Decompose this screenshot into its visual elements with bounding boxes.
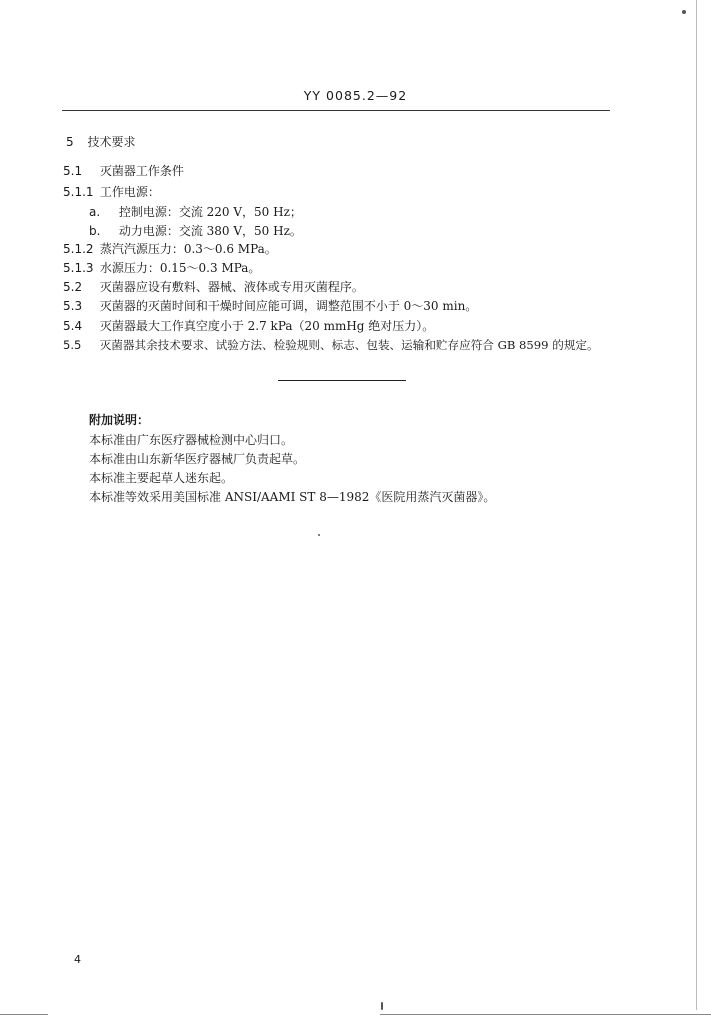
- section-5-3: [63, 298, 477, 314]
- notes-line: 本标准由山东新华医疗器械厂负责起草。: [89, 452, 306, 466]
- section-text: 灭菌器其余技术要求、试验方法、检验规则、标志、包装、运输和贮存应符合 GB 8599 的规定。: [99, 338, 599, 352]
- item-a: [89, 204, 302, 220]
- section-number: 5.3: [63, 299, 83, 313]
- section-text: 灭菌器最大工作真空度小于 2.7 kPa（20 mmHg 绝对压力）。: [99, 319, 435, 333]
- scan-edge-bottom-left: [0, 1014, 48, 1015]
- section-text: 水源压力：0.15～0.3 MPa。: [99, 261, 261, 275]
- item-label: a.: [89, 205, 101, 219]
- section-5-1-3: [63, 260, 260, 276]
- notes-line: 本标准由广东医疗器械检测中心归口。: [89, 433, 294, 447]
- section-number: 5.1.1: [63, 185, 94, 199]
- section-text: 灭菌器的灭菌时间和干燥时间应能可调，调整范围不小于 0～30 min。: [99, 299, 478, 313]
- item-text: 控制电源：交流 220 V，50 Hz；: [118, 205, 302, 219]
- section-5-5: [63, 337, 599, 353]
- section-text: 技术要求: [87, 135, 136, 149]
- section-5-4: [63, 318, 434, 334]
- header-rule: [62, 110, 610, 111]
- standard-code-header: YY 0085.2—92: [303, 88, 408, 103]
- section-number: 5.1: [63, 164, 83, 178]
- notes-line: 本标准等效采用美国标准 ANSI/AAMI ST 8—1982《医院用蒸汽灭菌器》。: [89, 490, 496, 504]
- section-number: 5: [66, 135, 74, 149]
- scan-speck: [682, 10, 686, 14]
- section-5: [66, 134, 135, 150]
- end-of-text-rule: [278, 380, 406, 381]
- item-text: 动力电源：交流 380 V，50 Hz。: [118, 224, 302, 238]
- section-text: 灭菌器应设有敷料、器械、液体或专用灭菌程序。: [99, 280, 364, 294]
- section-5-2: [63, 279, 364, 295]
- item-b: [89, 223, 302, 239]
- notes-line: 本标准主要起草人迷东起。: [89, 471, 234, 485]
- section-text: 蒸汽汽源压力：0.3～0.6 MPa。: [99, 242, 277, 256]
- section-number: 5.1.3: [63, 261, 94, 275]
- scan-edge-right: [696, 0, 697, 1010]
- section-5-1-1: [63, 184, 160, 200]
- section-number: 5.2: [63, 280, 83, 294]
- notes-title: 附加说明：: [89, 413, 150, 427]
- section-5-1-2: [63, 241, 277, 257]
- section-number: 5.1.2: [63, 242, 94, 256]
- section-number: 5.5: [63, 338, 82, 352]
- section-text: 工作电源：: [99, 185, 160, 199]
- scan-speck: [318, 534, 320, 536]
- section-5-1: [63, 163, 184, 179]
- page-number: 4: [74, 953, 81, 966]
- section-text: 灭菌器工作条件: [99, 164, 184, 178]
- section-number: 5.4: [63, 319, 83, 333]
- item-label: b.: [89, 224, 101, 238]
- scan-edge-bottom-right: [380, 1014, 711, 1015]
- scan-speck: [381, 1002, 383, 1010]
